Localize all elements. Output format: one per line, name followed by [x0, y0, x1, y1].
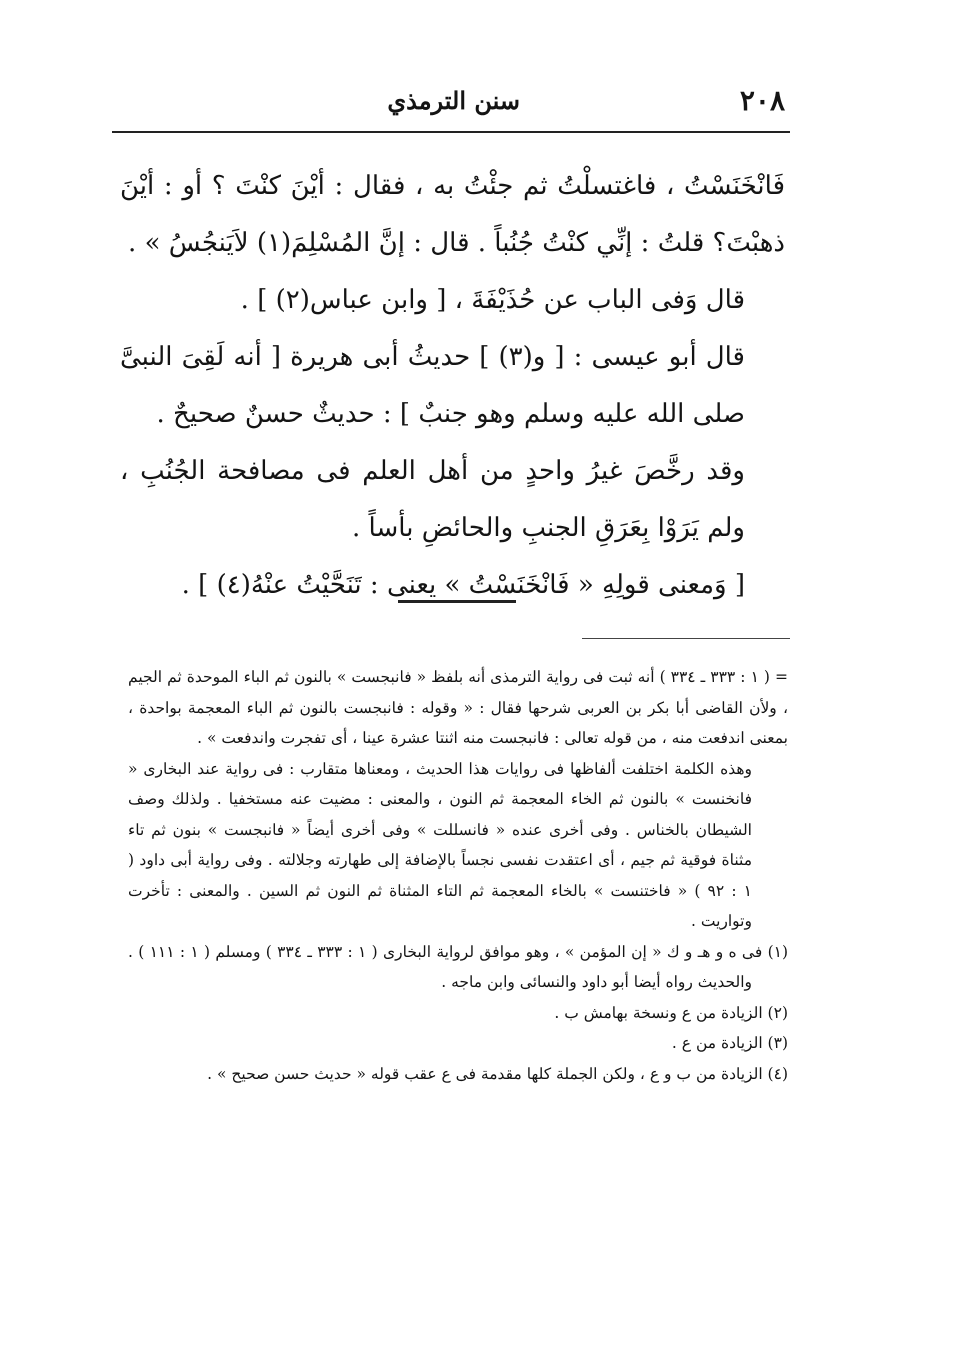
footnote-continuation: = ( ١ : ٣٣٣ ـ ٣٣٤ ) أنه ثبت فى رواية الترمذى أنه بلفظ « فانبجست » بالنون ثم الباء الموحدة ثم الجيم ، ولأن القاضى أبا بكر بن العربى شرحها فقال : « وقوله : فانبجست بالنون ثم الباء المعجمة بواحدة ، بمعنى اندفعت منه ، من قوله تعالى : فانبجست منه اثنتا عشرة عينا ، أى تفجرت واندفعت » .: [128, 668, 789, 747]
footnote-3: (٣) الزيادة من ع .: [671, 1034, 788, 1052]
chapter-note-paragraph: قال وَفى الباب عن حُذَيْفَةَ ، [ وابن عباس(٢) ] .: [240, 285, 745, 315]
footnote-rule: [582, 638, 790, 639]
ruling-paragraph: وقد رخَّصَ غيرُ واحدٍ من أهل العلم فى مصافحة الجُنُبِ ، ولم يَرَوْا بِعَرَقِ الجنبِ والحائضِ بأساً .: [120, 456, 745, 543]
meaning-paragraph: [ وَمعنى قولِهِ « فَانْخَنَسْتُ » يعنى : تَنَحَّيْتُ عنْهُ(٤) ] .: [181, 570, 745, 600]
header-rule: [112, 131, 790, 133]
footnotes: [128, 662, 788, 1089]
main-text: [120, 158, 785, 614]
page-header: [120, 84, 785, 124]
grading-paragraph: قال أبو عيسى : [ و(٣) ] حديثُ أبى هريرة [ أنه لَقِىَ النبىَّ صلى الله عليه وسلم وهو جنبٌ ] : حديثٌ حسنٌ صحيحٌ .: [120, 342, 745, 429]
running-title: سنن الترمذي: [387, 86, 520, 115]
footnote-4: (٤) الزيادة من ب و ع ، ولكن الجملة كلها مقدمة فى ع عقب قوله « حديث حسن صحيح » .: [207, 1064, 788, 1083]
footnote-1: (١) فى ه و هـ و ك « إن المؤمن » ، وهو موافق لرواية البخارى ( ١ : ٣٣٣ ـ ٣٣٤ ) ومسلم ( ١ : ١١١ ) . والحديث رواه أيضا أبو داود والنسائى وابن ماجه .: [128, 942, 789, 991]
hadith-paragraph: فَانْخَنَسْتُ ، فاغتسلْتُ ثم جئْتُ به ، فقال : أيْنَ كنْتَ ؟ أو : أيْنَ ذهبْتَ؟ قلتُ : إنِّي كنْتُ جُنُباً . قال : إنَّ المُسْلِمَ(١) لاَيَنجُسُ » .: [120, 171, 785, 258]
section-end-rule: [398, 600, 516, 603]
page-number: ٢٠٨: [739, 84, 785, 117]
footnote-continuation-2: وهذه الكلمة اختلفت ألفاظها فى روايات هذا الحديث ، ومعناها متقارب : فى رواية عند البخارى « فانخنست » بالنون ثم الخاء المعجمة ثم النون ، والمعنى : مضيت عنه مستخفيا . ولذلك وصف الشيطان بالخناس . وفى أخرى عنده « فانسللت » وفى أخرى أيضاً « فانبجست » بنون ثم تاء مثناة فوقية ثم جيم ، أى اعتقدت نفسى نجساً بالإضافة إلى طهارته وجلالته . وفى رواية أبى داود ( ١ : ٩٢ ) « فاختنست » بالخاء المعجمة ثم التاء المثناة ثم النون ثم السين . والمعنى : تأخرت وتواريت .: [128, 759, 752, 930]
footnote-2: (٢) الزيادة من ع ونسخة بهامش ب .: [554, 1003, 788, 1022]
